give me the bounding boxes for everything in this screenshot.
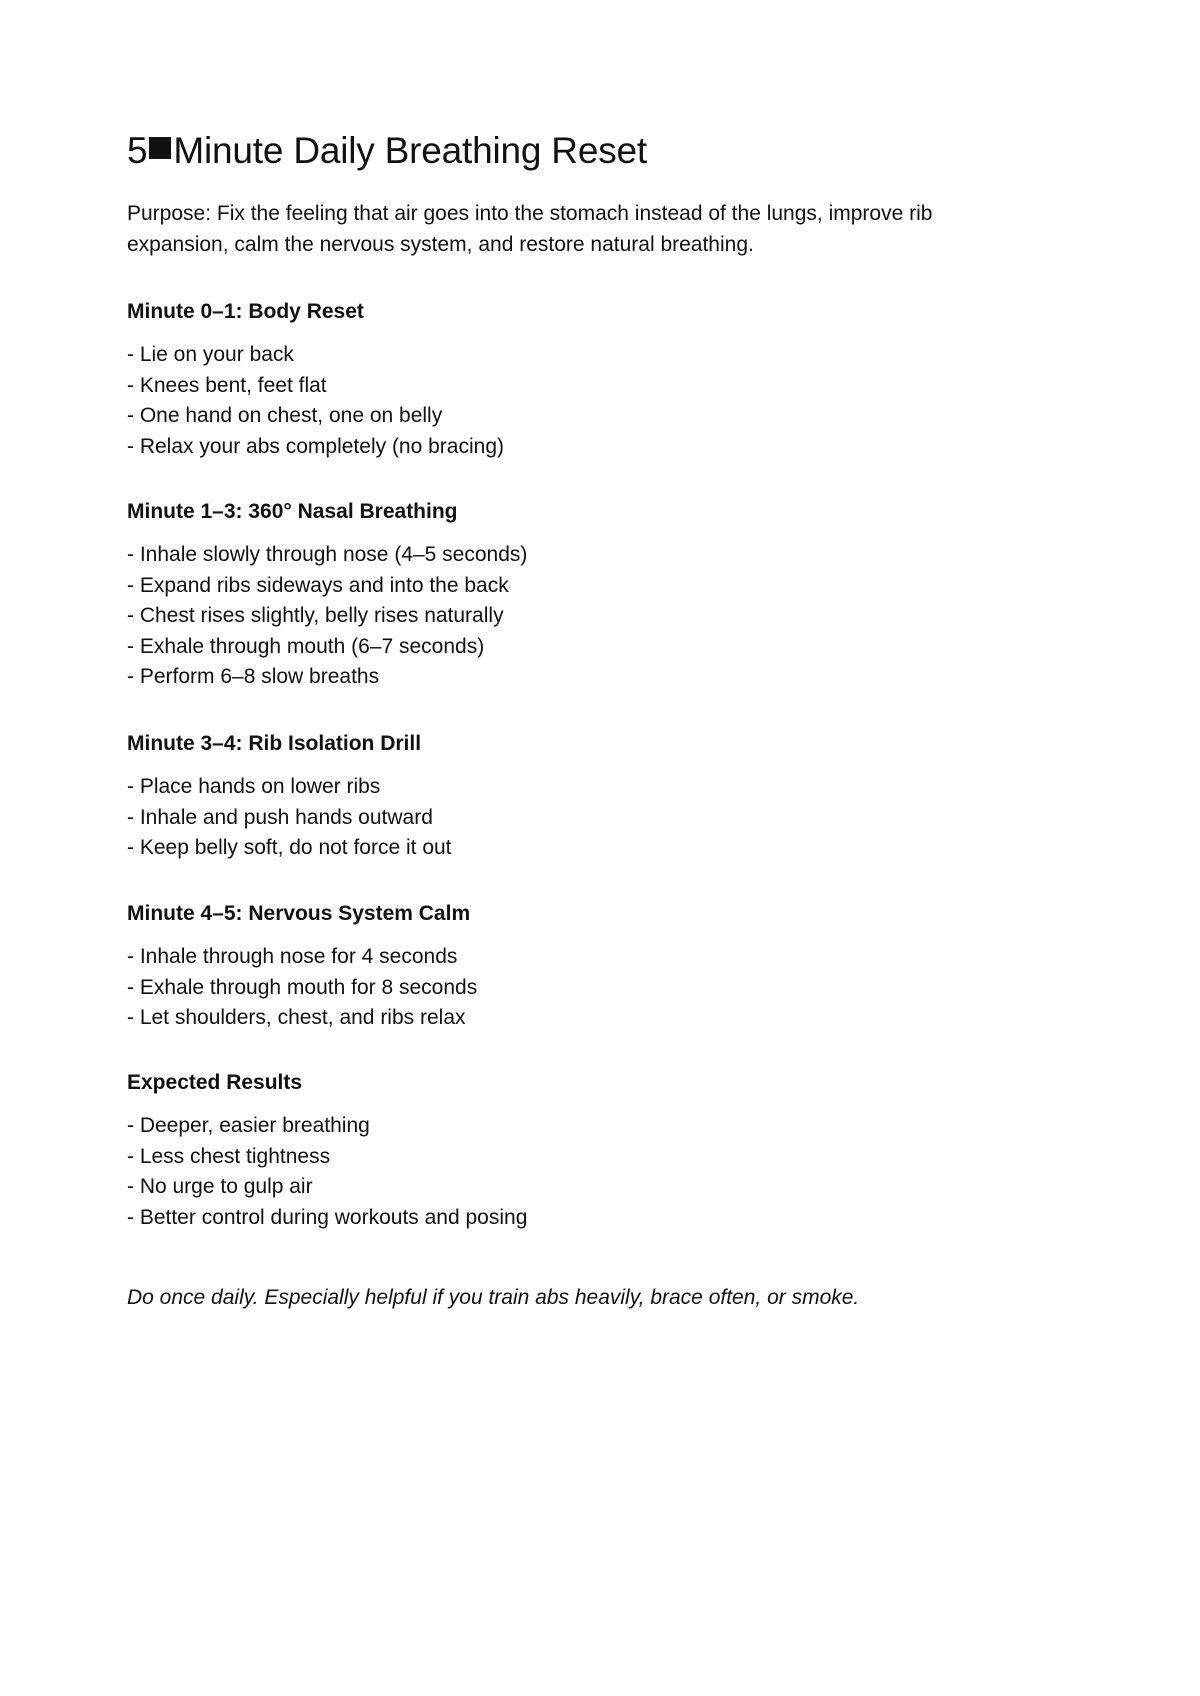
section-expected-results [127, 1069, 1027, 1233]
list-item: - Exhale through mouth (6–7 seconds) [127, 634, 485, 658]
section-body-reset [127, 298, 1027, 462]
list-item: - Place hands on lower ribs [127, 775, 381, 798]
list-item: - One hand on chest, one on belly [127, 404, 443, 427]
section-heading: Minute 1–3: 360° Nasal Breathing [127, 500, 458, 523]
list-item: - Better control during workouts and posing [127, 1205, 528, 1229]
list-item: - Lie on your back [127, 343, 294, 366]
title-suffix: Minute Daily Breathing Reset [173, 130, 647, 171]
section-heading: Minute 4–5: Nervous System Calm [127, 902, 471, 925]
list-item: - Knees bent, feet flat [127, 373, 327, 397]
section-rib-isolation [127, 730, 1027, 864]
document-title [127, 128, 647, 174]
list-item: - Keep belly soft, do not force it out [127, 836, 452, 859]
list-item: - Exhale through mouth for 8 seconds [127, 975, 478, 999]
section-heading: Minute 3–4: Rib Isolation Drill [127, 732, 422, 755]
section-nervous-system-calm [127, 900, 1027, 1034]
missing-glyph-box-icon [149, 137, 171, 159]
purpose-paragraph: Purpose: Fix the feeling that air goes into the stomach instead of the lungs, improve rib expansion, calm the nervous system, and restore natural breathing. [127, 202, 933, 256]
list-item: - Perform 6–8 slow breaths [127, 665, 380, 688]
list-item: - Relax your abs completely (no bracing) [127, 434, 504, 458]
closing-note: Do once daily. Especially helpful if you train abs heavily, brace often, or smoke. [127, 1286, 860, 1309]
list-item: - Let shoulders, chest, and ribs relax [127, 1006, 466, 1029]
list-item: - No urge to gulp air [127, 1175, 313, 1198]
list-item: - Deeper, easier breathing [127, 1114, 370, 1137]
list-item: - Inhale and push hands outward [127, 805, 433, 829]
list-item: - Expand ribs sideways and into the back [127, 573, 509, 597]
list-item: - Inhale slowly through nose (4–5 seconds) [127, 543, 528, 566]
section-heading: Minute 0–1: Body Reset [127, 300, 364, 323]
list-item: - Chest rises slightly, belly rises naturally [127, 604, 504, 627]
list-item: - Inhale through nose for 4 seconds [127, 945, 458, 968]
section-heading: Expected Results [127, 1071, 303, 1094]
list-item: - Less chest tightness [127, 1144, 331, 1168]
section-nasal-breathing [127, 498, 1027, 693]
title-prefix: 5 [127, 130, 148, 171]
